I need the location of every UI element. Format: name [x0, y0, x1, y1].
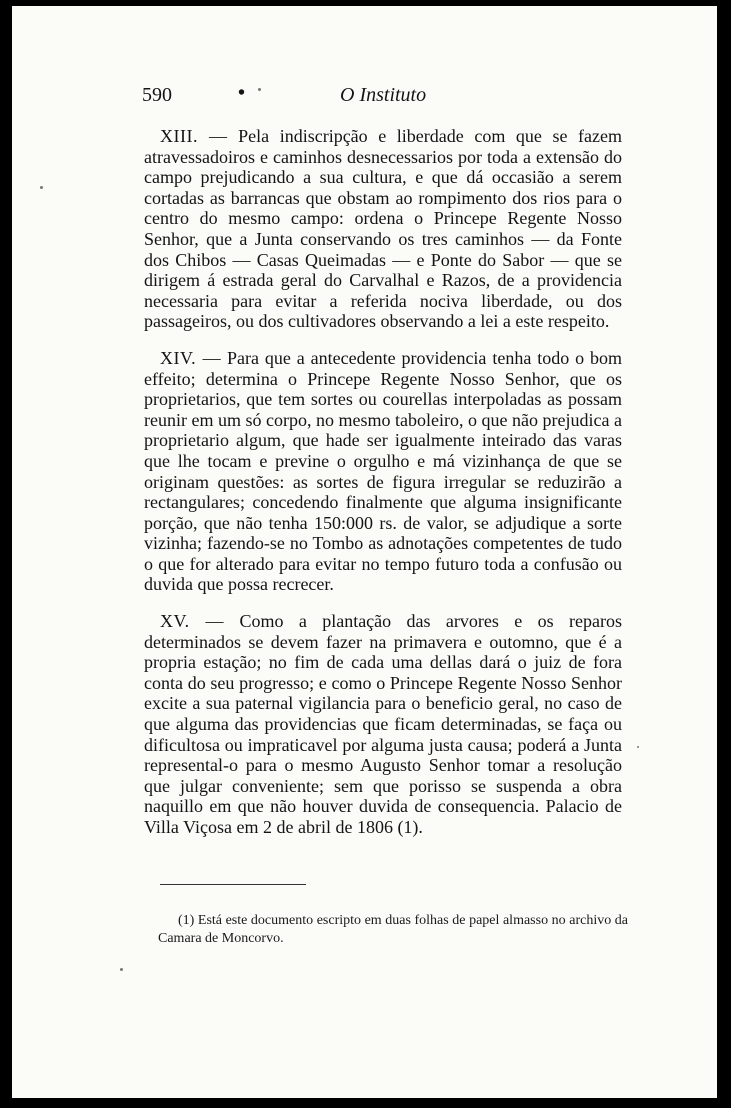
header-separator: • — [238, 82, 246, 104]
page-header — [142, 84, 572, 114]
paragraph-text: Pela indiscripção e liberdade com que se fazem atravessadoiros e caminhos desnecessarios por toda a extensão do campo prejudicando a sua cultura, e que dá occasião a serem cortadas as barrancas que obstam ao rompimento dos rios para o centro do mesmo campo: ordena o Princepe Regente Nosso Senhor, que a Junta conservando os tres caminhos — da Fonte dos Chibos — Casas Queimadas — e Ponte do Sabor — que se dirigem á estrada geral do Carvalhal e Razos, de a providencia necessaria para evitar a referida nociva liberdade, ou dos passageiros, ou dos cultivadores observando a lei a este respeito. — [144, 126, 622, 332]
running-title: O Instituto — [340, 84, 427, 106]
paper-speck — [120, 968, 123, 971]
section-number: XIV. — — [160, 347, 222, 368]
footnote-divider — [160, 884, 306, 885]
page-number: 590 — [142, 84, 172, 106]
body-text — [144, 126, 622, 854]
paper-speck — [40, 186, 43, 189]
paper-speck — [637, 746, 639, 748]
footnote: (1) Está este documento escripto em duas folhas de papel almasso no archivo da Camara de Moncorvo. — [158, 913, 628, 946]
paragraph-xiii — [144, 126, 622, 332]
paragraph-text: Como a plantação das arvores e os reparos determinados se devem fazer na primavera e outomno, que é a propria estação; no fim de cada uma dellas dará o juiz de fora conta do seu progresso; e como o Princepe Regente Nosso Senhor excite a sua paternal vigilancia para o beneficio geral, no caso de que alguma das providencias que ficam determinadas, se faça ou dificultosa ou impraticavel por alguma justa causa; poderá a Junta represental-o para o mesmo Augusto Senhor tomar a resolução que julgar conveniente; sem que porisso se suspenda a obra naquillo em que não houver duvida de consequencia. Palacio de Villa Viçosa em 2 de abril de 1806 (1). — [144, 611, 622, 837]
paragraph-text: Para que a antecedente providencia tenha todo o bom effeito; determina o Princepe Regente Nosso Senhor, que os proprietarios, que tem sortes ou courellas interpoladas as possam reunir em um só corpo, no mesmo taboleiro, o que não prejudica a proprietario algum, que hade ser igualmente inteirado das varas que lhe tocam e previne o orgulho e má vizinhança de que se originam questões: as sortes de figura irregular se reduzirão a rectangulares; concedendo finalmente que alguma insignificante porção, que não tenha 150:000 rs. de valor, se adjudique a sorte vizinha; fazendo-se no Tombo as adnotações competentes de tudo o que for alterado para evitar no tempo futuro toda a confusão ou duvida que possa recrecer. — [144, 347, 622, 595]
section-number: XV. — — [160, 611, 225, 632]
paragraph-xiv — [144, 348, 622, 595]
section-number: XIII. — — [160, 126, 228, 146]
paragraph-xv — [144, 611, 622, 838]
